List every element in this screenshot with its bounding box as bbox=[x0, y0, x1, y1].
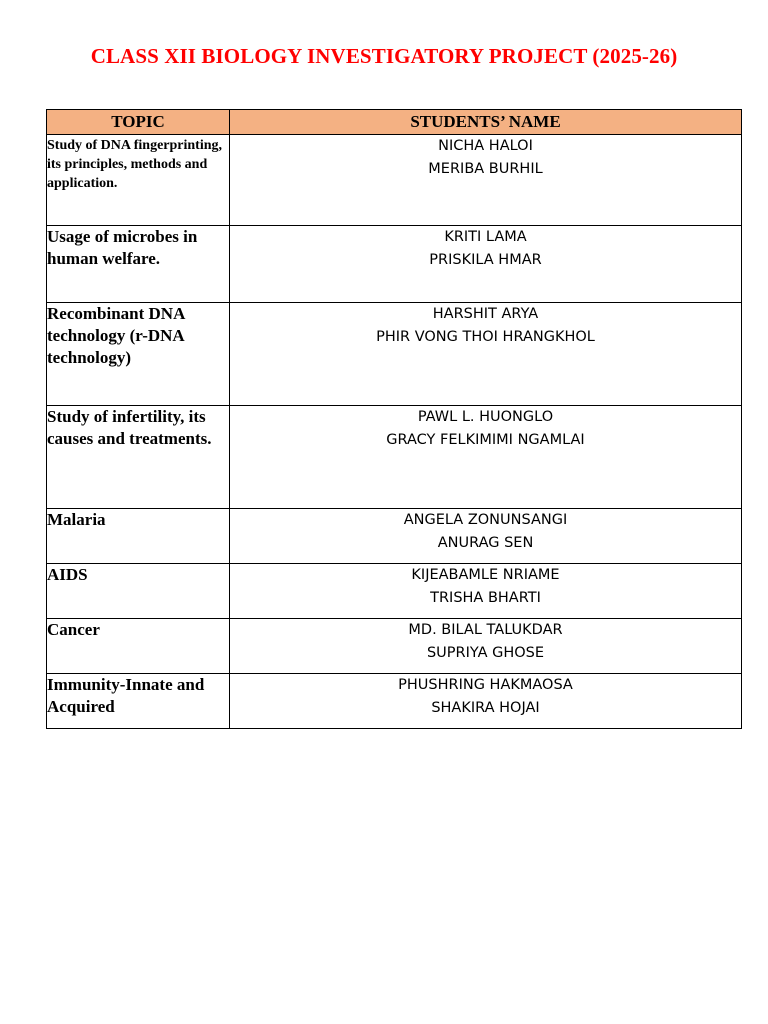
students-cell bbox=[230, 135, 742, 226]
table-row bbox=[47, 406, 742, 509]
students-cell bbox=[230, 619, 742, 674]
page-title: CLASS XII BIOLOGY INVESTIGATORY PROJECT (2025-26) bbox=[90, 44, 678, 68]
student-name: SUPRIYA GHOSE bbox=[426, 645, 545, 661]
topic-cell: Cancer bbox=[47, 619, 230, 674]
table-row bbox=[47, 226, 742, 303]
student-name: PAWL L. HUONGLO bbox=[417, 409, 554, 425]
student-name: MD. BILAL TALUKDAR bbox=[408, 622, 563, 638]
students-column-header: STUDENTS’ NAME bbox=[230, 110, 742, 135]
students-cell bbox=[230, 226, 742, 303]
students-cell bbox=[230, 509, 742, 564]
topic-cell: Study of infertility, its causes and treatments. bbox=[47, 406, 230, 509]
table-row bbox=[47, 303, 742, 406]
student-name: PRISKILA HMAR bbox=[429, 252, 542, 268]
student-name: PHIR VONG THOI HRANGKHOL bbox=[376, 329, 595, 345]
topic-column-header: TOPIC bbox=[47, 110, 230, 135]
students-cell bbox=[230, 303, 742, 406]
student-name: ANGELA ZONUNSANGI bbox=[403, 512, 568, 528]
student-name: NICHA HALOI bbox=[438, 138, 533, 154]
student-name: KRITI LAMA bbox=[444, 229, 527, 245]
table-header-row bbox=[47, 110, 742, 135]
students-cell bbox=[230, 406, 742, 509]
student-name: ANURAG SEN bbox=[437, 535, 534, 551]
student-name: TRISHA BHARTI bbox=[430, 590, 541, 606]
students-cell bbox=[230, 674, 742, 729]
student-name: PHUSHRING HAKMAOSA bbox=[398, 677, 573, 693]
table-row bbox=[47, 509, 742, 564]
table-row bbox=[47, 674, 742, 729]
student-name: SHAKIRA HOJAI bbox=[431, 700, 540, 716]
topic-cell: Study of DNA fingerprinting, its principles, methods and application. bbox=[47, 135, 230, 226]
topic-cell: Malaria bbox=[47, 509, 230, 564]
student-name: MERIBA BURHIL bbox=[428, 161, 543, 177]
table-row bbox=[47, 564, 742, 619]
topic-cell: Immunity-Innate and Acquired bbox=[47, 674, 230, 729]
topic-cell: Usage of microbes in human welfare. bbox=[47, 226, 230, 303]
students-cell bbox=[230, 564, 742, 619]
project-table bbox=[46, 109, 742, 729]
student-name: KIJEABAMLE NRIAME bbox=[411, 567, 560, 583]
topic-cell: AIDS bbox=[47, 564, 230, 619]
table-row bbox=[47, 619, 742, 674]
student-name: GRACY FELKIMIMI NGAMLAI bbox=[386, 432, 585, 448]
topic-cell: Recombinant DNA technology (r-DNA technology) bbox=[47, 303, 230, 406]
table-row bbox=[47, 135, 742, 226]
student-name: HARSHIT ARYA bbox=[432, 306, 539, 322]
